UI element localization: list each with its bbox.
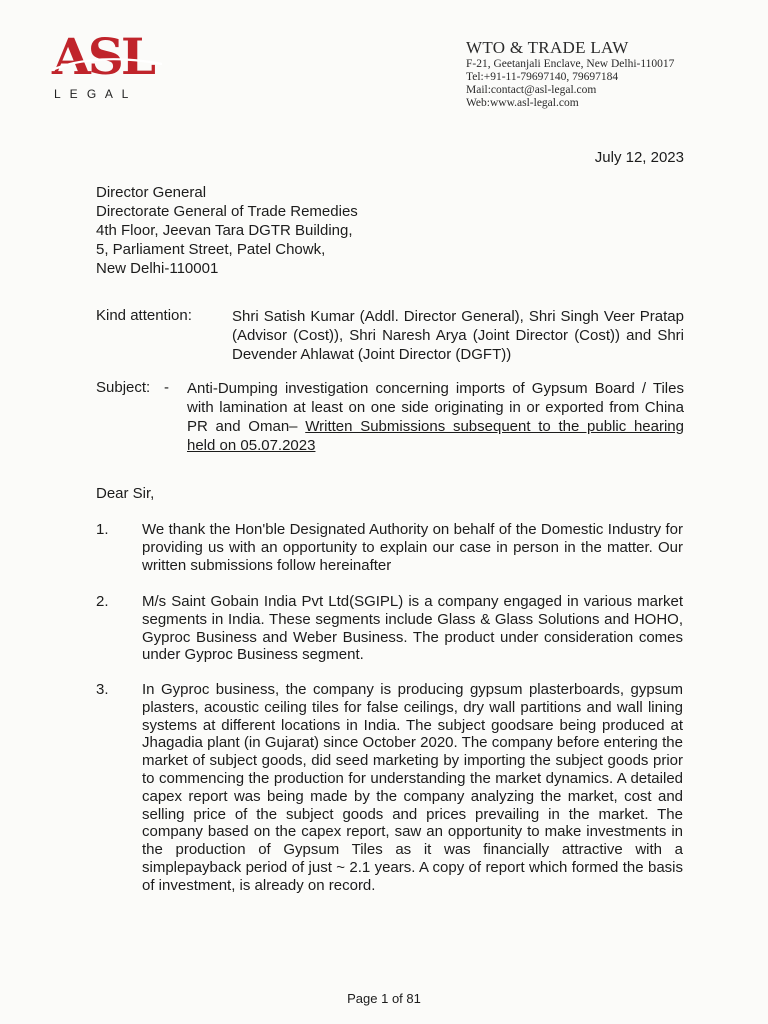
firm-address: F-21, Geetanjali Enclave, New Delhi-110017 — [466, 58, 675, 70]
logo-subtitle: L E G A L — [54, 87, 132, 101]
firm-email: Mail:contact@asl-legal.com — [466, 84, 597, 96]
page-number: Page 1 of 81 — [347, 991, 421, 1006]
recipient-address — [96, 183, 358, 278]
firm-address-block — [466, 38, 674, 110]
letter-date: July 12, 2023 — [594, 149, 684, 166]
attention-text: Shri Satish Kumar (Addl. Director General), Shri Singh Veer Pratap (Advisor (Cost)), Shri Naresh Arya (Joint Director (Cost)) and Shri Devender Ahlawat (Joint Director (DGFT)) — [232, 308, 684, 363]
paragraph-text: We thank the Hon'ble Designated Authority on behalf of the Domestic Industry for providing us with an opportunity to explain our case in person in the matter. Our written submissions follow hereinafter — [142, 521, 683, 574]
recipient-line: 4th Floor, Jeevan Tara DGTR Building, — [96, 222, 353, 239]
recipient-line: Directorate General of Trade Remedies — [96, 203, 358, 220]
logo-mark: ASL — [52, 28, 154, 86]
subject-underlined: Written Submissions subsequent to the public hearing held on 05.07.2023 — [187, 418, 684, 454]
recipient-line: 5, Parliament Street, Patel Chowk, — [96, 241, 326, 258]
subject-label: Subject: — [96, 379, 151, 396]
paragraph-number: 3. — [96, 681, 109, 698]
asl-legal-logo — [50, 28, 170, 102]
paragraph-number: 2. — [96, 593, 109, 610]
subject-main: Anti-Dumping investigation concerning imports of Gypsum Board / Tiles with lamination at least on one side originating in or exported from China PR and Oman– — [187, 380, 684, 435]
attention-label: Kind attention: — [96, 307, 192, 324]
subject-text — [187, 379, 684, 455]
paragraph-text: M/s Saint Gobain India Pvt Ltd(SGIPL) is a company engaged in various market segments in India. These segments include Glass & Glass Solutions and HOHO, Gyproc Business and Weber Business. The product under consideration comes under Gyproc Business segment. — [142, 593, 683, 664]
salutation: Dear Sir, — [96, 485, 155, 502]
firm-telephone: Tel:+91-11-79697140, 79697184 — [466, 71, 619, 83]
recipient-line: Director General — [96, 184, 207, 201]
paragraph-number: 1. — [96, 521, 109, 538]
subject-dot: - — [164, 379, 169, 396]
firm-website: Web:www.asl-legal.com — [466, 97, 579, 109]
recipient-line: New Delhi-110001 — [96, 260, 219, 277]
paragraph-text: In Gyproc business, the company is producing gypsum plasterboards, gypsum plasters, acoustic ceiling tiles for false ceilings, dry wall partitions and wall lining systems at different locations in India. The subject goodsare being produced at Jhagadia plant (in Gujarat) since October 2020. The company before entering the market of subject goods, did seed marketing by importing the subject goods prior to commencing the production for understanding the market dynamics. A detailed capex report was being made by the company analyzing the market, cost and selling price of the subject goods and prices prevailing in the market. The company based on the capex report, saw an opportunity to make investments in the production of Gypsum Tiles as it was financially attractive with a simplepayback period of just ~ 2.1 years. A copy of report which formed the basis of investment, is already on record. — [142, 681, 683, 894]
firm-name: WTO & TRADE LAW — [466, 38, 629, 57]
